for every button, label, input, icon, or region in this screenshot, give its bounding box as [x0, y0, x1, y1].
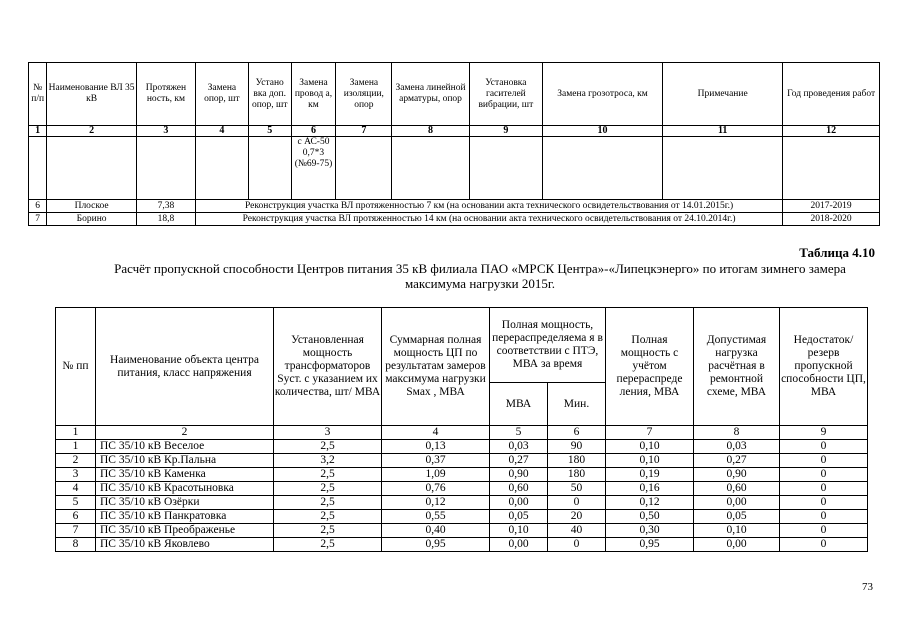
redistributed-mva: 0,00 — [490, 496, 548, 510]
redistribution-minutes: 90 — [548, 440, 606, 454]
capacity-reserve: 0 — [780, 482, 868, 496]
header-cell: Мин. — [548, 383, 606, 426]
allowed-load: 0,00 — [694, 496, 780, 510]
column-number: 3 — [274, 426, 382, 440]
column-number: 1 — [56, 426, 96, 440]
table-row — [56, 496, 868, 510]
substation-name: ПС 35/10 кВ Яковлево — [96, 538, 274, 552]
substation-name: ПС 35/10 кВ Преображенье — [96, 524, 274, 538]
column-number: 4 — [382, 426, 490, 440]
column-number: 3 — [136, 126, 195, 137]
redistributed-mva: 0,90 — [490, 468, 548, 482]
column-number: 8 — [392, 126, 469, 137]
column-number: 10 — [543, 126, 663, 137]
row-number: 4 — [56, 482, 96, 496]
capacity-reserve: 0 — [780, 538, 868, 552]
table-row — [56, 454, 868, 468]
capacity-reserve: 0 — [780, 510, 868, 524]
total-capacity: 0,95 — [382, 538, 490, 552]
power-line-reconstruction-table — [28, 62, 880, 226]
page-number: 73 — [862, 581, 873, 593]
redistributed-mva: 0,60 — [490, 482, 548, 496]
total-capacity: 0,12 — [382, 496, 490, 510]
substation-name: ПС 35/10 кВ Красотыновка — [96, 482, 274, 496]
header-cell: Суммарная полная мощность ЦП по результатам замеров максимума нагрузки Sмах , МВА — [382, 308, 490, 426]
work-years: 2018-2020 — [783, 213, 880, 226]
installed-capacity: 2,5 — [274, 440, 382, 454]
row-number: 7 — [29, 213, 47, 226]
table-row — [56, 482, 868, 496]
allowed-load: 0,05 — [694, 510, 780, 524]
continuation-row — [29, 137, 880, 200]
column-number: 7 — [336, 126, 392, 137]
capacity-reserve: 0 — [780, 440, 868, 454]
total-capacity: 0,76 — [382, 482, 490, 496]
installed-capacity: 2,5 — [274, 510, 382, 524]
substation-name: ПС 35/10 кВ Кр.Пальна — [96, 454, 274, 468]
line-length: 18,8 — [136, 213, 195, 226]
capacity-reserve: 0 — [780, 468, 868, 482]
header-cell: Допустимая нагрузка расчётная в ремонтной схеме, МВА — [694, 308, 780, 426]
redistributed-mva: 0,05 — [490, 510, 548, 524]
installed-capacity: 2,5 — [274, 482, 382, 496]
line-name: Борино — [47, 213, 137, 226]
redistribution-minutes: 180 — [548, 468, 606, 482]
installed-capacity: 2,5 — [274, 524, 382, 538]
table-row — [56, 538, 868, 552]
total-capacity: 0,13 — [382, 440, 490, 454]
header-cell: Наименование объекта центра питания, класс напряжения — [96, 308, 274, 426]
header-cell: Замена провод а, км — [291, 63, 336, 126]
row-number: 5 — [56, 496, 96, 510]
allowed-load: 0,03 — [694, 440, 780, 454]
column-number: 11 — [663, 126, 783, 137]
header-cell: Недостаток/ резерв пропускной способности ЦП, МВА — [780, 308, 868, 426]
work-years: 2017-2019 — [783, 200, 880, 213]
column-number-row — [56, 426, 868, 440]
installed-capacity: 2,5 — [274, 496, 382, 510]
column-number: 2 — [96, 426, 274, 440]
allowed-load: 0,60 — [694, 482, 780, 496]
full-capacity: 0,50 — [606, 510, 694, 524]
redistributed-mva: 0,03 — [490, 440, 548, 454]
redistribution-minutes: 0 — [548, 538, 606, 552]
row-number: 8 — [56, 538, 96, 552]
header-row — [56, 308, 868, 383]
header-cell: Протяжен ность, км — [136, 63, 195, 126]
total-capacity: 0,37 — [382, 454, 490, 468]
table-label: Таблица 4.10 — [799, 245, 875, 260]
header-cell: Полная мощность, перераспределяема я в соответствии с ПТЭ, МВА за время — [490, 308, 606, 383]
column-number: 6 — [291, 126, 336, 137]
redistribution-minutes: 50 — [548, 482, 606, 496]
column-number: 12 — [783, 126, 880, 137]
column-number: 9 — [780, 426, 868, 440]
substation-name: ПС 35/10 кВ Озёрки — [96, 496, 274, 510]
table-caption: Расчёт пропускной способности Центров питания 35 кВ филиала ПАО «МРСК Центра»-«Липецкэнерго» по итогам зимнего замера максимума нагрузки 2015г. — [114, 261, 846, 291]
column-number: 4 — [195, 126, 248, 137]
row-number: 1 — [56, 440, 96, 454]
redistribution-minutes: 40 — [548, 524, 606, 538]
header-cell: Примечание — [663, 63, 783, 126]
row-number: 3 — [56, 468, 96, 482]
capacity-reserve: 0 — [780, 496, 868, 510]
redistribution-minutes: 20 — [548, 510, 606, 524]
column-number: 2 — [47, 126, 137, 137]
redistribution-minutes: 0 — [548, 496, 606, 510]
installed-capacity: 3,2 — [274, 454, 382, 468]
header-cell: МВА — [490, 383, 548, 426]
full-capacity: 0,10 — [606, 440, 694, 454]
table-row — [56, 468, 868, 482]
column-number-row — [29, 126, 880, 137]
header-cell: № пп — [56, 308, 96, 426]
column-number: 9 — [469, 126, 542, 137]
column-number: 7 — [606, 426, 694, 440]
full-capacity: 0,95 — [606, 538, 694, 552]
total-capacity: 0,40 — [382, 524, 490, 538]
header-cell: № п/п — [29, 63, 47, 126]
table-row — [56, 510, 868, 524]
row-number: 2 — [56, 454, 96, 468]
full-capacity: 0,12 — [606, 496, 694, 510]
header-cell: Год проведения работ — [783, 63, 880, 126]
row-note: Реконструкция участка ВЛ протяженностью 14 км (на основании акта технического освидетельствования от 24.10.2014г.) — [195, 213, 782, 226]
table-row — [29, 213, 880, 226]
capacity-calculation-table — [55, 307, 868, 552]
allowed-load: 0,00 — [694, 538, 780, 552]
table-row — [29, 200, 880, 213]
substation-name: ПС 35/10 кВ Панкратовка — [96, 510, 274, 524]
full-capacity: 0,10 — [606, 454, 694, 468]
capacity-reserve: 0 — [780, 524, 868, 538]
substation-name: ПС 35/10 кВ Каменка — [96, 468, 274, 482]
header-cell: Наименование ВЛ 35 кВ — [47, 63, 137, 126]
allowed-load: 0,90 — [694, 468, 780, 482]
row-number: 6 — [29, 200, 47, 213]
allowed-load: 0,10 — [694, 524, 780, 538]
installed-capacity: 2,5 — [274, 538, 382, 552]
full-capacity: 0,30 — [606, 524, 694, 538]
row-number: 7 — [56, 524, 96, 538]
total-capacity: 1,09 — [382, 468, 490, 482]
header-cell: Замена изоляции, опор — [336, 63, 392, 126]
header-cell: Замена опор, шт — [195, 63, 248, 126]
row-number: 6 — [56, 510, 96, 524]
column-number: 6 — [548, 426, 606, 440]
redistribution-minutes: 180 — [548, 454, 606, 468]
total-capacity: 0,55 — [382, 510, 490, 524]
header-cell: Полная мощность с учётом перераспреде ления, МВА — [606, 308, 694, 426]
wire-replacement-cell: с АС-50 0,7*3 (№69-75) — [291, 137, 336, 200]
full-capacity: 0,19 — [606, 468, 694, 482]
redistributed-mva: 0,27 — [490, 454, 548, 468]
header-cell: Замена линейной арматуры, опор — [392, 63, 469, 126]
redistributed-mva: 0,00 — [490, 538, 548, 552]
redistributed-mva: 0,10 — [490, 524, 548, 538]
column-number: 5 — [248, 126, 291, 137]
header-cell: Установленная мощность трансформаторов Sуст. с указанием их количества, шт/ МВА — [274, 308, 382, 426]
header-cell: Устано вка доп. опор, шт — [248, 63, 291, 126]
line-name: Плоское — [47, 200, 137, 213]
header-row — [29, 63, 880, 126]
table-body — [56, 440, 868, 552]
allowed-load: 0,27 — [694, 454, 780, 468]
full-capacity: 0,16 — [606, 482, 694, 496]
row-note: Реконструкция участка ВЛ протяженностью 7 км (на основании акта технического освидетельствования от 14.01.2015г.) — [195, 200, 782, 213]
table-row — [56, 440, 868, 454]
column-number: 8 — [694, 426, 780, 440]
column-number: 5 — [490, 426, 548, 440]
line-length: 7,38 — [136, 200, 195, 213]
installed-capacity: 2,5 — [274, 468, 382, 482]
header-cell: Замена грозотроса, км — [543, 63, 663, 126]
header-cell: Установка гасителей вибрации, шт — [469, 63, 542, 126]
substation-name: ПС 35/10 кВ Веселое — [96, 440, 274, 454]
capacity-reserve: 0 — [780, 454, 868, 468]
column-number: 1 — [29, 126, 47, 137]
table-row — [56, 524, 868, 538]
